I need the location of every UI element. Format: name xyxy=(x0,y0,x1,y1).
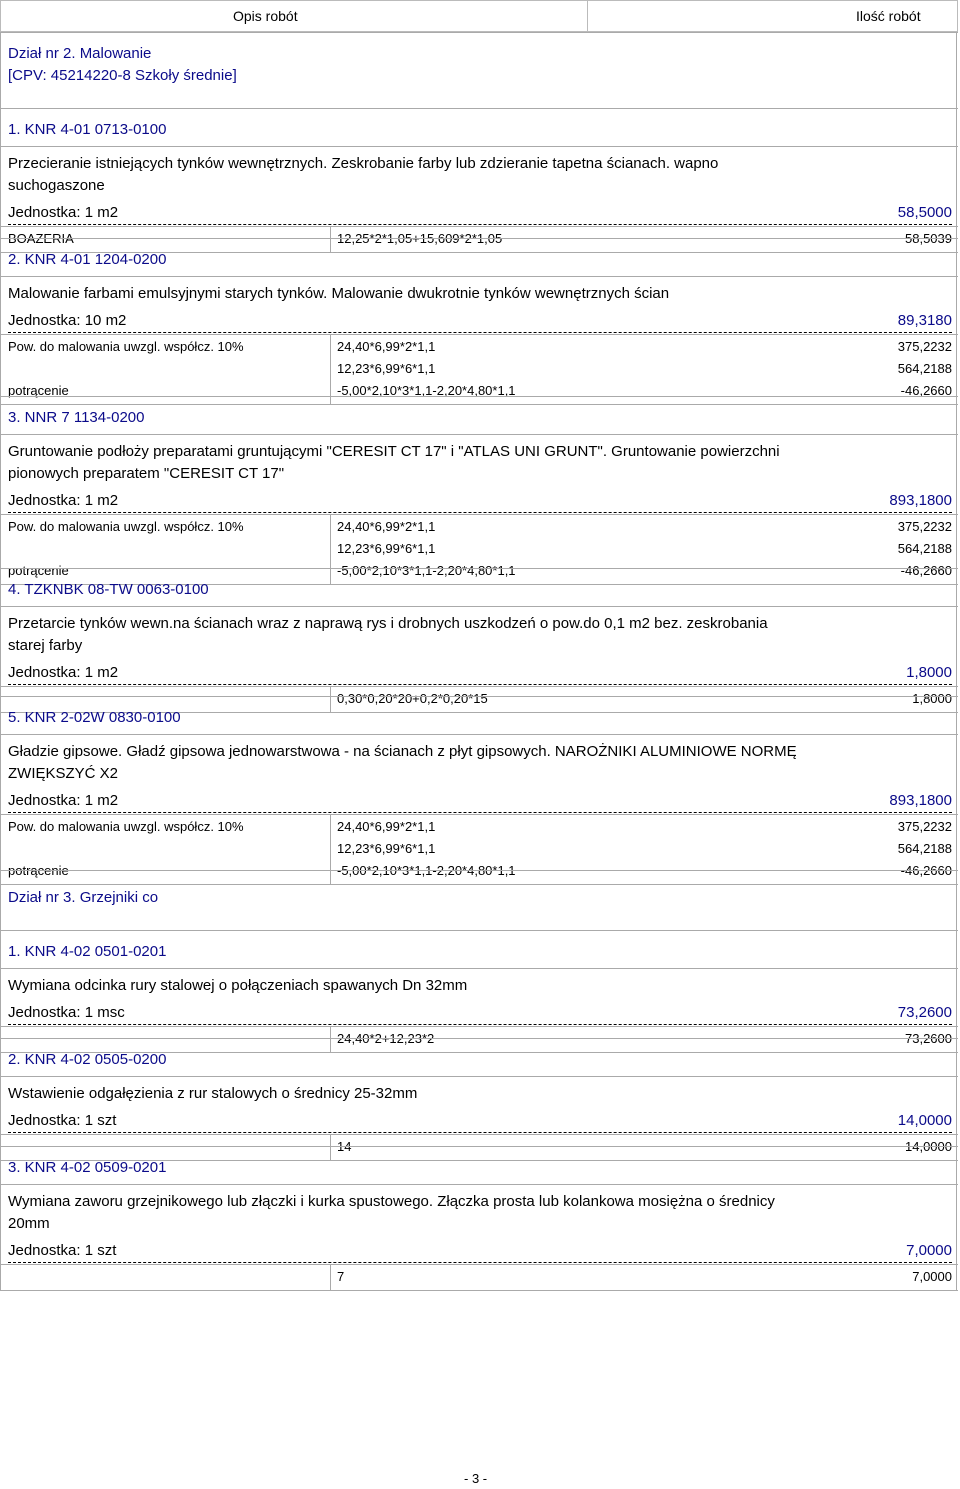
row-value: 564,2188 xyxy=(897,841,952,856)
item-total: 893,1800 xyxy=(889,792,952,809)
unit-separator xyxy=(8,512,952,513)
item-description: Przecieranie istniejących tynków wewnętrznych. Zeskrobanie farby lub zdzieranie tapetna ścianach. wapno xyxy=(8,155,719,172)
row-border xyxy=(0,1134,958,1135)
item-description: Wymiana zaworu grzejnikowego lub złączki i kurka spustowego. Złączka prosta lub kolankowa mosiężna o średnicy xyxy=(8,1193,775,1210)
item-total: 893,1800 xyxy=(889,492,952,509)
item-description: pionowych preparatem "CERESIT CT 17" xyxy=(8,465,285,482)
item-border xyxy=(0,108,958,109)
row-label: Pow. do malowania uwzgl. współcz. 10% xyxy=(8,339,244,354)
row-value: -46,2660 xyxy=(900,863,952,878)
item-code: 1. KNR 4-01 0713-0100 xyxy=(8,121,167,138)
item-description: Wymiana odcinka rury stalowej o połączeniach spawanych Dn 32mm xyxy=(8,977,468,994)
unit-separator xyxy=(8,812,952,813)
row-border xyxy=(330,226,331,252)
item-description: Gładzie gipsowe. Gładź gipsowa jednowarstwowa - na ścianach z płyt gipsowych. NAROŻNIKI ALUMINIOWE NORMĘ xyxy=(8,743,797,760)
item-total: 73,2600 xyxy=(897,1004,952,1021)
item-description: Wstawienie odgałęzienia z rur stalowych o średnicy 25-32mm xyxy=(8,1085,418,1102)
item-code: 5. KNR 2-02W 0830-0100 xyxy=(8,709,181,726)
row-label: Pow. do malowania uwzgl. współcz. 10% xyxy=(8,519,244,534)
item-border xyxy=(0,276,958,277)
item-description: suchogaszone xyxy=(8,177,105,194)
item-unit: Jednostka: 1 m2 xyxy=(8,664,119,681)
unit-separator xyxy=(8,1262,952,1263)
item-border xyxy=(0,146,958,147)
item-total: 7,0000 xyxy=(906,1242,952,1259)
page-number: - 3 - xyxy=(464,1471,488,1486)
item-border xyxy=(0,434,958,435)
row-value: 564,2188 xyxy=(897,361,952,376)
header-description-cell xyxy=(0,0,588,32)
row-border xyxy=(330,1264,331,1290)
item-border xyxy=(0,696,1,814)
row-value: 7,0000 xyxy=(912,1269,952,1284)
row-border xyxy=(0,404,958,405)
row-formula: 24,40*2+12,23*2 xyxy=(337,1031,435,1046)
row-formula: 12,23*6,99*6*1,1 xyxy=(337,841,436,856)
item-unit: Jednostka: 10 m2 xyxy=(8,312,127,329)
row-formula: -5,00*2,10*3*1,1-2,20*4,80*1,1 xyxy=(337,383,516,398)
section-border xyxy=(0,32,958,33)
item-border xyxy=(0,1038,1,1134)
item-border xyxy=(0,696,958,697)
row-value: 14,0000 xyxy=(905,1139,952,1154)
item-unit: Jednostka: 1 m2 xyxy=(8,492,119,509)
row-border xyxy=(330,514,331,584)
row-border xyxy=(0,814,958,815)
item-border xyxy=(0,1076,958,1077)
item-code: 3. KNR 4-02 0509-0201 xyxy=(8,1159,167,1176)
row-border xyxy=(0,1264,1,1290)
item-border xyxy=(0,968,958,969)
row-border xyxy=(0,686,958,687)
item-border xyxy=(956,1146,957,1264)
item-border xyxy=(0,396,958,397)
item-total: 58,5000 xyxy=(897,204,952,221)
item-border xyxy=(956,1038,957,1134)
row-formula: 24,40*6,99*2*1,1 xyxy=(337,339,436,354)
row-border xyxy=(330,1026,331,1052)
row-formula: 24,40*6,99*2*1,1 xyxy=(337,519,436,534)
section-border xyxy=(0,32,1,108)
row-formula: 12,23*6,99*6*1,1 xyxy=(337,361,436,376)
item-border xyxy=(956,696,957,814)
item-total: 89,3180 xyxy=(897,312,952,329)
item-code: 4. TZKNBK 08-TW 0063-0100 xyxy=(8,581,209,598)
section-border xyxy=(0,870,958,871)
item-description: 20mm xyxy=(8,1215,50,1232)
item-description: starej farby xyxy=(8,637,83,654)
row-label: Pow. do malowania uwzgl. współcz. 10% xyxy=(8,819,244,834)
item-code: 2. KNR 4-02 0505-0200 xyxy=(8,1051,167,1068)
row-label: potrącenie xyxy=(8,563,69,578)
row-border xyxy=(0,1290,958,1291)
unit-separator xyxy=(8,1132,952,1133)
row-formula: 12,25*2*1,05+15,609*2*1,05 xyxy=(337,231,503,246)
item-unit: Jednostka: 1 msc xyxy=(8,1004,125,1021)
item-total: 14,0000 xyxy=(897,1112,952,1129)
row-value: 375,2232 xyxy=(897,519,952,534)
section-border xyxy=(956,32,957,108)
row-value: -46,2660 xyxy=(900,563,952,578)
section-title: Dział nr 3. Grzejniki co xyxy=(8,889,159,906)
row-value: 58,5039 xyxy=(905,231,952,246)
item-unit: Jednostka: 1 szt xyxy=(8,1242,117,1259)
item-border xyxy=(0,930,958,931)
item-border xyxy=(0,108,1,226)
row-border xyxy=(956,1264,957,1290)
item-code: 3. NNR 7 1134-0200 xyxy=(8,409,145,426)
header-qty-cell xyxy=(588,0,958,32)
item-border xyxy=(956,930,957,1026)
item-border xyxy=(0,238,958,239)
item-border xyxy=(0,1184,958,1185)
item-border xyxy=(956,568,957,686)
row-border xyxy=(0,334,1,404)
row-border xyxy=(330,814,331,884)
row-formula: 24,40*6,99*2*1,1 xyxy=(337,819,436,834)
row-border xyxy=(0,1026,958,1027)
item-border xyxy=(956,238,957,334)
item-border xyxy=(0,1146,958,1147)
row-border xyxy=(0,514,958,515)
item-description: Malowanie farbami emulsyjnymi starych tynków. Malowanie dwukrotnie tynków wewnętrznych ścian xyxy=(8,285,670,302)
item-code: 2. KNR 4-01 1204-0200 xyxy=(8,251,167,268)
row-border xyxy=(330,334,331,404)
row-border xyxy=(956,334,957,404)
unit-separator xyxy=(8,332,952,333)
section-border xyxy=(956,870,957,930)
row-value: -46,2660 xyxy=(900,383,952,398)
row-border xyxy=(0,334,958,335)
unit-separator xyxy=(8,224,952,225)
row-border xyxy=(0,884,958,885)
row-formula: 7 xyxy=(337,1269,345,1284)
item-description: Gruntowanie podłoży preparatami gruntującymi "CERESIT CT 17" i "ATLAS UNI GRUNT". Gruntowanie powierzchni xyxy=(8,443,780,460)
row-value: 375,2232 xyxy=(897,339,952,354)
row-value: 1,8000 xyxy=(912,691,952,706)
item-border xyxy=(0,238,1,334)
section-cpv: [CPV: 45214220-8 Szkoły średnie] xyxy=(8,67,237,84)
row-label: BOAZERIA xyxy=(8,231,74,246)
item-border xyxy=(0,930,1,1026)
item-total: 1,8000 xyxy=(906,664,952,681)
item-border xyxy=(0,396,1,514)
item-unit: Jednostka: 1 szt xyxy=(8,1112,117,1129)
item-border xyxy=(956,108,957,226)
item-border xyxy=(0,1038,958,1039)
item-code: 1. KNR 4-02 0501-0201 xyxy=(8,943,167,960)
row-value: 73,2600 xyxy=(905,1031,952,1046)
row-border xyxy=(330,1134,331,1160)
row-formula: 12,23*6,99*6*1,1 xyxy=(337,541,436,556)
row-border xyxy=(0,226,958,227)
row-formula: -5,00*2,10*3*1,1-2,20*4,80*1,1 xyxy=(337,863,516,878)
row-border xyxy=(330,686,331,712)
row-formula: -5,00*2,10*3*1,1-2,20*4,80*1,1 xyxy=(337,563,516,578)
row-formula: 0,30*0,20*20+0,2*0,20*15 xyxy=(337,691,488,706)
row-border xyxy=(0,1264,958,1265)
item-unit: Jednostka: 1 m2 xyxy=(8,204,119,221)
table-header xyxy=(0,0,960,32)
item-border xyxy=(0,1146,1,1264)
row-value: 564,2188 xyxy=(897,541,952,556)
row-label: potrącenie xyxy=(8,383,69,398)
item-unit: Jednostka: 1 m2 xyxy=(8,792,119,809)
section-title: Dział nr 2. Malowanie xyxy=(8,45,152,62)
header-qty-label: Ilość robót xyxy=(856,8,921,24)
section-border xyxy=(0,870,1,930)
item-description: Przetarcie tynków wewn.na ścianach wraz z naprawą rys i drobnych uszkodzeń o pow.do 0,1 m2 bez. zeskrobania xyxy=(8,615,768,632)
row-value: 375,2232 xyxy=(897,819,952,834)
item-border xyxy=(0,568,958,569)
item-border xyxy=(0,606,958,607)
item-border xyxy=(0,568,1,686)
unit-separator xyxy=(8,684,952,685)
row-label: potrącenie xyxy=(8,863,69,878)
unit-separator xyxy=(8,1024,952,1025)
item-border xyxy=(956,396,957,514)
item-border xyxy=(0,734,958,735)
item-description: ZWIĘKSZYĆ X2 xyxy=(8,765,119,782)
row-formula: 14 xyxy=(337,1139,352,1154)
header-description-label: Opis robót xyxy=(233,8,298,24)
